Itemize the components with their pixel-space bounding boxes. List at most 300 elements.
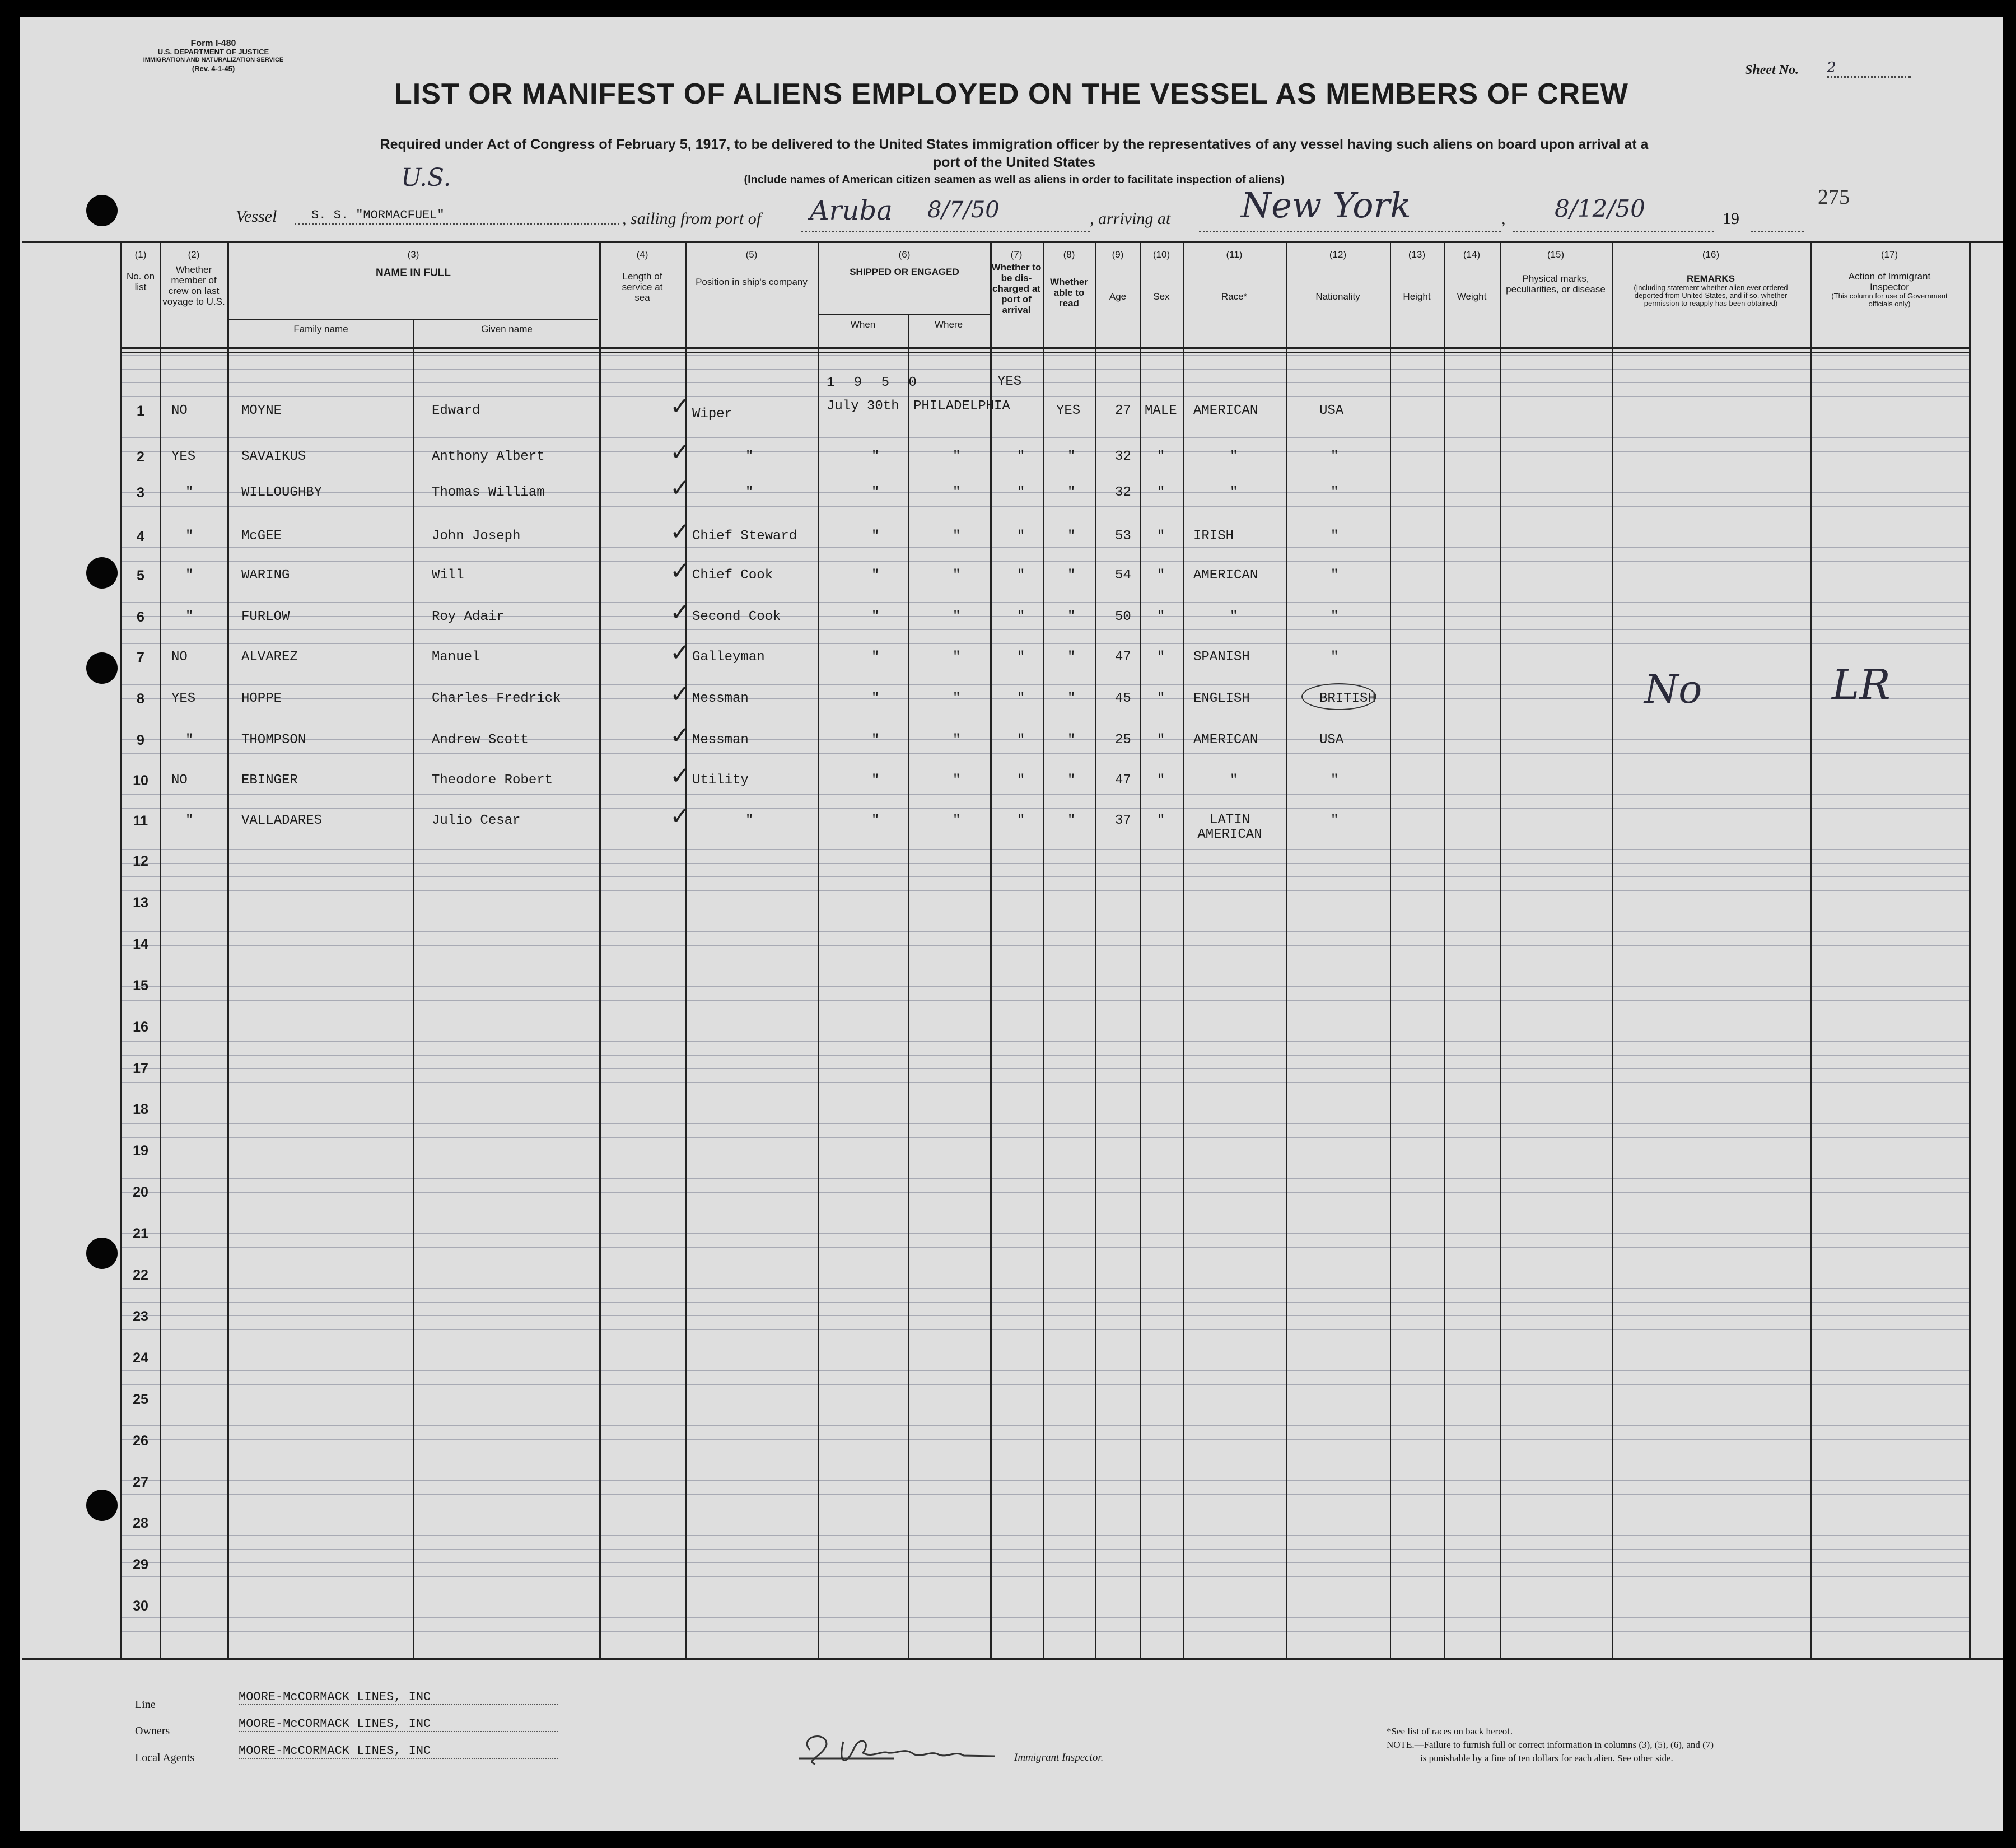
column-divider — [1286, 243, 1287, 1658]
shipped-when-cell: July 30th — [827, 399, 899, 414]
family-name-cell: ALVAREZ — [241, 650, 298, 665]
service-check-mark: ✓ — [670, 557, 690, 585]
position-cell: " — [745, 485, 754, 500]
ruled-line — [121, 1329, 1969, 1330]
col-title: Whether member of crew on last voyage to U.S. — [162, 264, 225, 307]
family-name-cell: McGEE — [241, 529, 282, 544]
sailing-date: 8/7/50 — [927, 197, 1000, 223]
note-races: *See list of races on back hereof. — [1387, 1726, 1513, 1737]
ruled-line — [121, 1562, 1969, 1563]
column-divider — [1043, 243, 1044, 1658]
shipped-where-cell: " — [953, 650, 961, 665]
ruled-line — [121, 437, 1969, 438]
row-number: 7 — [137, 650, 144, 665]
able-to-read-cell: " — [1067, 568, 1076, 583]
nationality-cell: " — [1331, 449, 1339, 464]
header-col-6 — [819, 249, 990, 277]
column-divider — [1500, 243, 1501, 1658]
shipped-where-cell: " — [953, 691, 961, 706]
service-check-mark: ✓ — [670, 438, 690, 466]
crew-status-cell: YES — [171, 691, 196, 706]
service-check-mark: ✓ — [670, 598, 690, 627]
col-title: Race* — [1221, 291, 1248, 302]
col-num: (11) — [1226, 249, 1243, 260]
punch-hole — [86, 652, 118, 684]
action-text: LR — [1832, 661, 1891, 709]
row-number: 29 — [133, 1557, 148, 1573]
col-note: (Including statement whether alien ever ordered deported from United States, and if so, whether permission to reapply has been obtained) — [1634, 283, 1788, 307]
column-divider — [1390, 243, 1391, 1658]
punch-hole — [86, 195, 118, 226]
row-number: 16 — [133, 1019, 148, 1035]
able-to-read-cell: " — [1067, 773, 1076, 788]
col-title: Sex — [1153, 291, 1170, 302]
col-num: (8) — [1063, 249, 1075, 260]
family-name-cell: VALLADARES — [241, 813, 323, 828]
column-divider — [990, 243, 992, 1658]
shipped-where-cell: " — [953, 609, 961, 624]
shipped-when-cell: " — [871, 691, 880, 706]
ruled-line — [121, 629, 1969, 630]
nationality-cell: " — [1331, 485, 1339, 500]
ruled-line — [121, 986, 1969, 987]
able-to-read-cell: " — [1067, 650, 1076, 665]
shipped-when-cell: " — [871, 732, 880, 748]
header-col-13 — [1391, 249, 1443, 302]
sex-cell: " — [1157, 529, 1165, 544]
remark-text: No — [1644, 666, 1702, 712]
age-cell: 53 — [1115, 529, 1131, 544]
family-name-cell: WILLOUGHBY — [241, 485, 323, 500]
owners-value: MOORE-McCORMACK LINES, INC — [239, 1717, 558, 1732]
col-title: Age — [1109, 291, 1127, 302]
year-header: 1 9 5 0 — [827, 375, 922, 390]
position-cell: Second Cook — [692, 609, 781, 624]
ruled-line — [121, 1178, 1969, 1179]
shipped-where-cell: " — [953, 485, 961, 500]
row-number: 12 — [133, 853, 148, 869]
col-num: (14) — [1463, 249, 1481, 260]
column-divider — [413, 319, 414, 1658]
immigrant-inspector-label: Immigrant Inspector. — [1014, 1752, 1104, 1763]
header-col-17 — [1811, 249, 1968, 308]
ruled-line — [121, 355, 1969, 356]
race-cell: AMERICAN — [1193, 732, 1258, 748]
header-col-8 — [1044, 249, 1094, 309]
column-divider — [908, 314, 909, 1658]
nationality-cell: " — [1331, 813, 1339, 828]
position-cell: Chief Cook — [692, 568, 773, 583]
ruled-line — [121, 1384, 1969, 1385]
column-divider — [1810, 243, 1812, 1658]
able-to-read-cell: " — [1067, 813, 1076, 828]
shipped-where-cell: " — [953, 449, 961, 464]
form-identifier — [132, 39, 295, 73]
row-number: 11 — [133, 813, 148, 829]
header-given-name: Given name — [481, 324, 533, 334]
ruled-line — [121, 1370, 1969, 1371]
col-title: Position in ship's company — [696, 277, 808, 287]
shipped-when-cell: " — [871, 650, 880, 665]
given-name-cell: Will — [432, 568, 464, 583]
shipped-when-cell: " — [871, 568, 880, 583]
row-number: 24 — [133, 1350, 148, 1366]
given-name-cell: Edward — [432, 403, 480, 418]
ruled-line — [121, 506, 1969, 507]
discharged-cell: YES — [997, 374, 1022, 389]
header-family-name: Family name — [293, 324, 348, 334]
row-number: 30 — [133, 1598, 148, 1614]
age-cell: 50 — [1115, 609, 1131, 624]
header-col-5 — [687, 249, 816, 287]
shipped-where-cell: PHILADELPHIA — [913, 399, 1010, 414]
vessel-name: S. S. "MORMACFUEL" — [295, 208, 619, 225]
sex-cell: " — [1157, 691, 1165, 706]
race-cell: " — [1230, 485, 1238, 500]
form-number: Form I-480 — [190, 39, 236, 48]
sailing-port: Aruba — [810, 195, 893, 226]
row-number: 5 — [137, 568, 144, 584]
sex-cell: " — [1157, 813, 1165, 828]
row-number: 23 — [133, 1308, 148, 1324]
ruled-line — [121, 1082, 1969, 1083]
col-num: (2) — [188, 249, 200, 260]
header-sub-divider — [228, 319, 598, 320]
row-number: 4 — [137, 529, 144, 544]
row-number: 2 — [137, 449, 144, 465]
line-label: Line — [135, 1698, 156, 1711]
race-cell: LATIN AMERICAN — [1197, 813, 1262, 842]
header-col-3 — [228, 249, 598, 278]
race-cell: ENGLISH — [1193, 691, 1250, 706]
subtitle-line-2: port of the United States — [932, 155, 1096, 170]
discharged-cell: " — [1017, 650, 1025, 665]
col-title: Physical marks, peculiarities, or disease — [1506, 273, 1606, 295]
col-title: Whether able to read — [1050, 277, 1088, 309]
header-col-9 — [1096, 249, 1139, 302]
service-check-mark: ✓ — [670, 638, 690, 667]
nationality-cell: " — [1331, 568, 1339, 583]
ruled-line — [121, 602, 1969, 603]
able-to-read-cell: " — [1067, 529, 1076, 544]
ruled-line — [121, 1055, 1969, 1056]
column-divider — [1444, 243, 1445, 1658]
age-cell: 27 — [1115, 403, 1131, 418]
header-col-15 — [1501, 249, 1611, 295]
age-cell: 45 — [1115, 691, 1131, 706]
race-cell: " — [1230, 609, 1238, 624]
sex-cell: " — [1157, 449, 1165, 464]
discharged-cell: " — [1017, 609, 1025, 624]
header-col-12 — [1287, 249, 1389, 302]
header-where: Where — [934, 319, 963, 330]
crew-status-cell: " — [185, 732, 194, 748]
crew-status-cell: NO — [171, 403, 188, 418]
sex-cell: MALE — [1145, 403, 1177, 418]
crew-status-cell: YES — [171, 449, 196, 464]
row-number: 17 — [133, 1060, 148, 1076]
sex-cell: " — [1157, 732, 1165, 748]
given-name-cell: Julio Cesar — [432, 813, 521, 828]
nationality-cell: BRITISH — [1319, 691, 1376, 706]
sex-cell: " — [1157, 773, 1165, 788]
position-cell: " — [745, 813, 754, 828]
able-to-read-cell: " — [1067, 732, 1076, 748]
col-title: SHIPPED OR ENGAGED — [850, 267, 959, 277]
service-check-mark: ✓ — [670, 721, 690, 750]
ruled-line — [121, 1233, 1969, 1234]
comma: , — [1501, 209, 1506, 228]
family-name-cell: THOMPSON — [241, 732, 306, 748]
nationality-cell: " — [1331, 773, 1339, 788]
ruled-line — [121, 876, 1969, 877]
col-num: (6) — [898, 249, 911, 260]
service-name: IMMIGRATION AND NATURALIZATION SERVICE — [143, 57, 284, 63]
crew-status-cell: " — [185, 813, 194, 828]
ruled-line — [121, 1137, 1969, 1138]
ruled-line — [121, 1631, 1969, 1632]
crew-status-cell: " — [185, 485, 194, 500]
arriving-label: , arriving at — [1090, 209, 1171, 228]
table-top-border — [22, 241, 2003, 243]
able-to-read-cell: " — [1067, 609, 1076, 624]
ruled-line — [121, 753, 1969, 754]
given-name-cell: Roy Adair — [432, 609, 505, 624]
local-agents-value: MOORE-McCORMACK LINES, INC — [239, 1744, 558, 1759]
ruled-line — [121, 1315, 1969, 1316]
age-cell: 32 — [1115, 449, 1131, 464]
header-col-16 — [1613, 249, 1809, 307]
col-num: (3) — [407, 249, 419, 260]
able-to-read-cell: YES — [1056, 403, 1081, 418]
ruled-line — [121, 369, 1969, 370]
header-col-4 — [600, 249, 684, 303]
subtitle-line-1: Required under Act of Congress of February 5, 1917, to be delivered to the United States immigration officer by the representatives of any vessel having such aliens on board upon arrival at a — [380, 137, 1649, 152]
age-cell: 47 — [1115, 773, 1131, 788]
ruled-line — [121, 1425, 1969, 1426]
ruled-line — [121, 492, 1969, 493]
ruled-line — [121, 1439, 1969, 1440]
column-divider — [160, 243, 161, 1658]
ruled-line — [121, 1617, 1969, 1618]
shipped-where-cell: " — [953, 773, 961, 788]
ruled-line — [121, 1576, 1969, 1577]
row-number: 13 — [133, 894, 148, 911]
row-number: 9 — [137, 732, 144, 748]
ruled-line — [121, 1549, 1969, 1550]
shipped-when-cell: " — [871, 609, 880, 624]
manifest-sheet — [20, 17, 2003, 1831]
shipped-when-cell: " — [871, 813, 880, 828]
vessel-label: Vessel — [236, 207, 277, 226]
vessel-handwritten-note: U.S. — [401, 164, 451, 192]
nationality-cell: " — [1331, 609, 1339, 624]
ruled-line — [121, 890, 1969, 891]
position-cell: Galleyman — [692, 650, 765, 665]
ruled-line — [121, 1480, 1969, 1481]
ruled-line — [121, 808, 1969, 809]
discharged-cell: " — [1017, 773, 1025, 788]
able-to-read-cell: " — [1067, 449, 1076, 464]
service-check-mark: ✓ — [670, 392, 690, 421]
row-number: 3 — [137, 485, 144, 501]
col-note: (This column for use of Government officials only) — [1831, 292, 1948, 308]
row-number: 20 — [133, 1184, 148, 1201]
header-bottom-border-2 — [120, 352, 1969, 353]
position-cell: Messman — [692, 691, 749, 706]
service-check-mark: ✓ — [670, 517, 690, 546]
col-title: Whether to be dis-charged at port of arrival — [991, 262, 1042, 315]
note-failure: NOTE.—Failure to furnish full or correct information in columns (3), (5), (6), and (7) — [1387, 1739, 1714, 1750]
sheet-number-value: 2 — [1827, 59, 1911, 78]
arriving-date: 8/12/50 — [1555, 195, 1645, 222]
subtitle — [132, 136, 1896, 171]
arriving-port: New York — [1241, 185, 1411, 226]
able-to-read-cell: " — [1067, 691, 1076, 706]
ruled-line — [121, 794, 1969, 795]
ruled-line — [121, 1041, 1969, 1042]
row-number: 8 — [137, 691, 144, 707]
row-number: 28 — [133, 1515, 148, 1532]
year-label: 19 — [1723, 209, 1739, 228]
discharged-cell: " — [1017, 732, 1025, 748]
position-cell: Wiper — [692, 407, 733, 422]
nationality-cell: USA — [1319, 732, 1344, 748]
page-title: LIST OR MANIFEST OF ALIENS EMPLOYED ON THE VESSEL AS MEMBERS OF CREW — [394, 78, 1628, 110]
ruled-line — [121, 1123, 1969, 1124]
discharged-cell: " — [1017, 813, 1025, 828]
sex-cell: " — [1157, 485, 1165, 500]
given-name-cell: Charles Fredrick — [432, 691, 561, 706]
sex-cell: " — [1157, 568, 1165, 583]
ruled-line — [121, 561, 1969, 562]
ruled-line — [121, 1494, 1969, 1495]
row-number: 25 — [133, 1391, 148, 1407]
ruled-line — [121, 547, 1969, 548]
note-fine: is punishable by a fine of ten dollars for each alien. See other side. — [1420, 1753, 1673, 1763]
row-number: 18 — [133, 1102, 148, 1118]
row-number: 14 — [133, 936, 148, 952]
age-cell: 25 — [1115, 732, 1131, 748]
shipped-when-cell: " — [871, 485, 880, 500]
column-divider — [599, 243, 601, 1658]
nationality-cell: USA — [1319, 403, 1344, 418]
shipped-where-cell: " — [953, 529, 961, 544]
header-col-1 — [121, 249, 160, 292]
race-cell: AMERICAN — [1193, 568, 1258, 583]
row-number: 22 — [133, 1267, 148, 1283]
ruled-line — [121, 1068, 1969, 1069]
column-divider — [1140, 243, 1141, 1658]
col-title: Action of Immigrant Inspector — [1848, 271, 1931, 292]
col-title: Nationality — [1315, 291, 1360, 302]
year-line — [1751, 214, 1804, 232]
col-num: (12) — [1329, 249, 1347, 260]
crew-status-cell: " — [185, 568, 194, 583]
local-agents-label: Local Agents — [135, 1752, 195, 1764]
family-name-cell: HOPPE — [241, 691, 282, 706]
age-cell: 47 — [1115, 650, 1131, 665]
col-title: No. on list — [126, 271, 155, 292]
ruled-line — [121, 1192, 1969, 1193]
given-name-cell: Thomas William — [432, 485, 545, 500]
col-title: Length of service at sea — [622, 271, 663, 303]
service-check-mark: ✓ — [670, 802, 690, 830]
revision: (Rev. 4-1-45) — [192, 64, 235, 73]
ruled-line — [121, 451, 1969, 452]
ruled-line — [121, 616, 1969, 617]
col-num: (13) — [1408, 249, 1426, 260]
col-num: (9) — [1112, 249, 1124, 260]
row-number: 15 — [133, 977, 148, 993]
row-number: 27 — [133, 1474, 148, 1490]
race-cell: " — [1230, 449, 1238, 464]
stamp-number: 275 — [1818, 185, 1850, 209]
header-col-7 — [991, 249, 1042, 315]
header-col-14 — [1445, 249, 1499, 302]
age-cell: 54 — [1115, 568, 1131, 583]
nationality-cell: " — [1331, 529, 1339, 544]
col-title: Height — [1403, 291, 1431, 302]
sheet-number-label: Sheet No. — [1745, 63, 1799, 77]
column-divider — [227, 243, 229, 1658]
punch-hole — [86, 1490, 118, 1521]
shipped-when-cell: " — [871, 773, 880, 788]
shipped-where-cell: " — [953, 568, 961, 583]
column-divider — [1612, 243, 1613, 1658]
sailing-label: , sailing from port of — [622, 209, 762, 228]
header-bottom-border — [120, 347, 1969, 349]
sex-cell: " — [1157, 650, 1165, 665]
discharged-cell: " — [1017, 568, 1025, 583]
header-col-2 — [161, 249, 226, 307]
shipped-when-cell: " — [871, 449, 880, 464]
punch-hole — [86, 557, 118, 589]
ruled-line — [121, 382, 1969, 383]
ruled-line — [121, 1247, 1969, 1248]
remarks-handwritten — [1644, 666, 1702, 712]
ruled-line — [121, 739, 1969, 740]
ruled-line — [121, 643, 1969, 644]
position-cell: Messman — [692, 732, 749, 748]
age-cell: 37 — [1115, 813, 1131, 828]
col-num: (1) — [134, 249, 147, 260]
owners-label: Owners — [135, 1725, 170, 1737]
sex-cell: " — [1157, 609, 1165, 624]
row-number: 21 — [133, 1226, 148, 1242]
subtitle-note: (Include names of American citizen seamen as well as aliens in order to facilitate inspection of aliens) — [744, 174, 1285, 186]
header-col-10 — [1141, 249, 1182, 302]
race-cell: AMERICAN — [1193, 403, 1258, 418]
header-sub-divider — [819, 314, 990, 315]
given-name-cell: Anthony Albert — [432, 449, 545, 464]
col-num: (15) — [1547, 249, 1565, 260]
header-col-11 — [1184, 249, 1285, 302]
race-cell: SPANISH — [1193, 650, 1250, 665]
family-name-cell: FURLOW — [241, 609, 290, 624]
header-when: When — [850, 319, 876, 330]
row-number: 10 — [133, 773, 148, 788]
family-name-cell: EBINGER — [241, 773, 298, 788]
family-name-cell: SAVAIKUS — [241, 449, 306, 464]
crew-status-cell: NO — [171, 773, 188, 788]
service-check-mark: ✓ — [670, 680, 690, 708]
row-number: 1 — [137, 403, 144, 419]
table-bottom-border — [22, 1658, 2003, 1660]
line-value: MOORE-McCORMACK LINES, INC — [239, 1690, 558, 1705]
position-cell: Chief Steward — [692, 529, 797, 544]
nationality-cell: " — [1331, 650, 1339, 665]
